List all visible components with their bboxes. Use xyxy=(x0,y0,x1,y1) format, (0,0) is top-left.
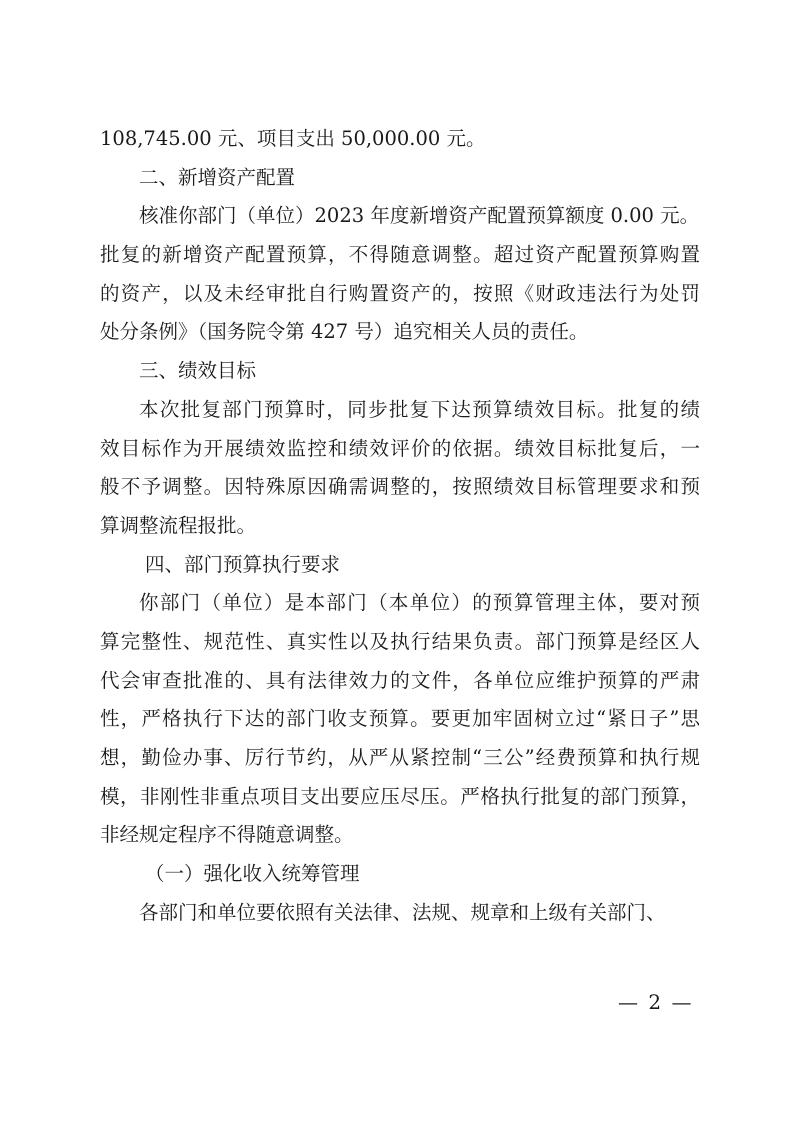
paragraph-line: 108,745.00 元、项目支出 50,000.00 元。 xyxy=(100,127,486,150)
paragraph-line: 模，非刚性非重点项目支出要应压尽压。严格执行批复的部门预算， xyxy=(100,784,700,808)
section-heading-budget-execution: 四、部门预算执行要求 xyxy=(145,552,341,576)
paragraph-line: 核准你部门（单位）2023 年度新增资产配置预算额度 0.00 元。 xyxy=(139,204,700,228)
paragraph-line: 想，勤俭办事、厉行节约，从严从紧控制“三公”经费预算和执行规 xyxy=(100,746,700,769)
paragraph-line: 算完整性、规范性、真实性以及执行结果负责。部门预算是经区人 xyxy=(100,629,700,653)
body-text xyxy=(100,120,700,932)
paragraph-line: 你部门（单位）是本部门（本单位）的预算管理主体，要对预 xyxy=(139,591,700,615)
paragraph-line: 算调整流程报批。 xyxy=(100,513,257,537)
paragraph-line: 性，严格执行下达的部门收支预算。要更加牢固树立过“紧日子”思 xyxy=(100,707,700,731)
paragraph-line: 代会审查批准的、具有法律效力的文件，各单位应维护预算的严肃 xyxy=(100,668,700,692)
paragraph-line: 效目标作为开展绩效监控和绩效评价的依据。绩效目标批复后，一 xyxy=(100,436,700,460)
subsection-heading-revenue-management: （一）强化收入统筹管理 xyxy=(145,862,360,886)
paragraph-line: 本次批复部门预算时，同步批复下达预算绩效目标。批复的绩 xyxy=(139,397,700,421)
paragraph-line: 非经规定程序不得随意调整。 xyxy=(100,823,354,847)
section-heading-asset-allocation: 二、新增资产配置 xyxy=(139,165,296,189)
paragraph-line: 批复的新增资产配置预算，不得随意调整。超过资产配置预算购置 xyxy=(100,243,700,267)
section-heading-performance-goals: 三、绩效目标 xyxy=(139,359,257,383)
paragraph-line: 的资产，以及未经审批自行购置资产的，按照《财政违法行为处罚 xyxy=(100,281,700,305)
paragraph-line: 处分条例》（国务院令第 427 号）追究相关人员的责任。 xyxy=(100,320,589,344)
paragraph-line: 般不予调整。因特殊原因确需调整的，按照绩效目标管理要求和预 xyxy=(100,475,700,499)
page-number: — 2 — xyxy=(618,990,694,1014)
paragraph-line: 各部门和单位要依照有关法律、法规、规章和上级有关部门、 xyxy=(139,900,666,924)
